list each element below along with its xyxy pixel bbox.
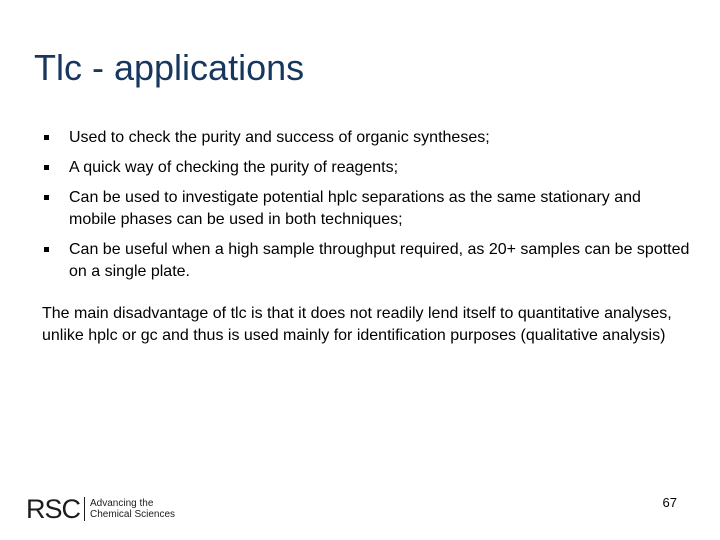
rsc-tagline-line-2: Chemical Sciences: [90, 509, 176, 520]
rsc-logo: [26, 494, 175, 524]
bullet-text: A quick way of checking the purity of reagents;: [69, 159, 399, 176]
bullet-list: [42, 127, 692, 291]
square-bullet-icon: [44, 247, 49, 252]
rsc-logo-tagline: [90, 498, 175, 520]
bullet-item-purity-syntheses: [42, 127, 692, 149]
bullet-text: Used to check the purity and success of organic syntheses;: [69, 129, 490, 146]
slide-title: Tlc - applications: [34, 47, 305, 88]
main-disadvantage-paragraph: The main disadvantage of tlc is that it does not readily lend itself to quantitative analyses, unlike hplc or gc and thus is used mainly for identification purposes (qualitative analysis): [42, 305, 672, 344]
rsc-tagline-line-1: Advancing the: [90, 498, 154, 509]
square-bullet-icon: [44, 195, 49, 200]
bullet-item-hplc-separations: [42, 187, 692, 231]
square-bullet-icon: [44, 165, 49, 170]
page-number: 67: [662, 495, 677, 510]
rsc-logo-divider: [84, 497, 85, 521]
bullet-text: Can be used to investigate potential hplc separations as the same stationary and mobile phases can be used in both techniques;: [69, 189, 641, 228]
bullet-item-sample-throughput: [42, 239, 692, 283]
rsc-logo-mark: RSC: [26, 494, 81, 524]
square-bullet-icon: [44, 135, 49, 140]
bullet-item-purity-reagents: [42, 157, 692, 179]
bullet-text: Can be useful when a high sample throughput required, as 20+ samples can be spotted on a single plate.: [69, 241, 690, 280]
